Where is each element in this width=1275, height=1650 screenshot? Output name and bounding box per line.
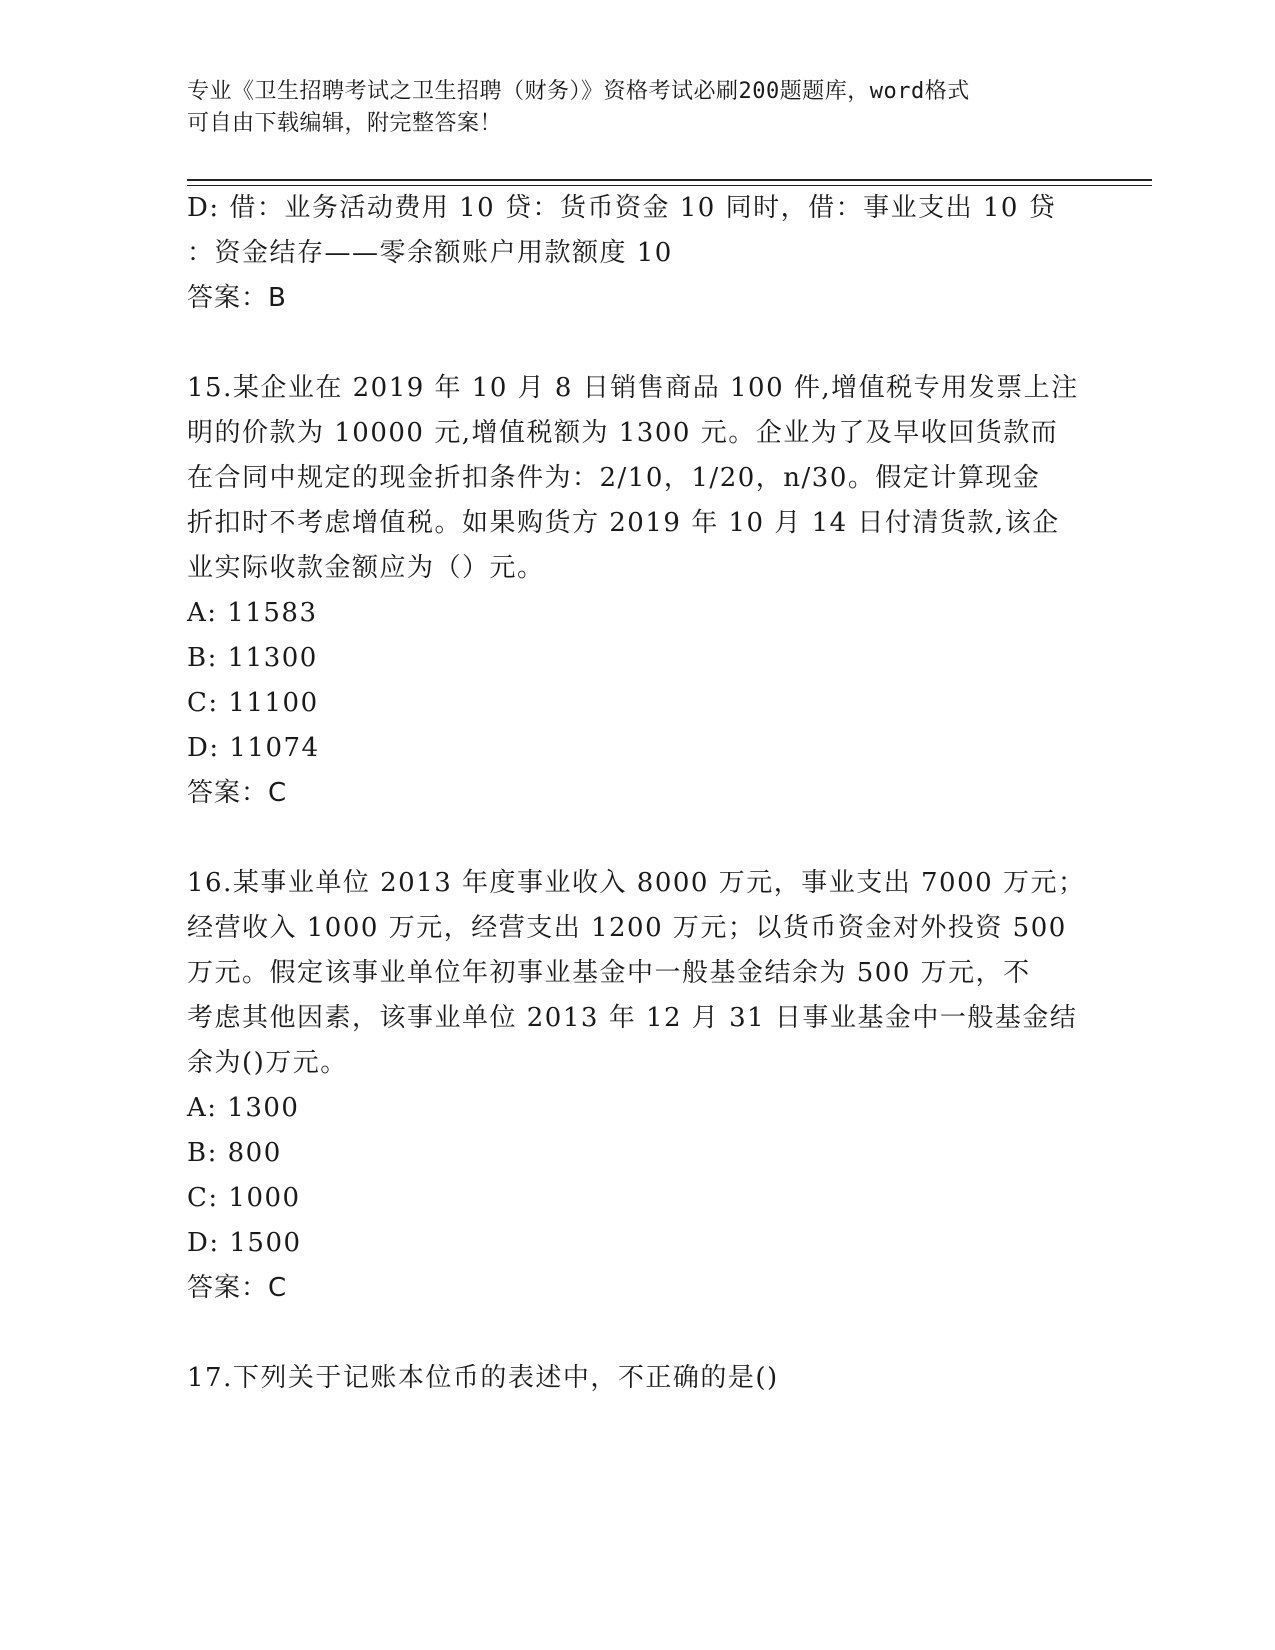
answer-label: 答案：B (187, 283, 287, 313)
option-b: B: 800 (187, 1138, 282, 1168)
prev-question (187, 186, 1067, 321)
answer-label: 答案：C (187, 778, 288, 808)
option-a: A: 11583 (187, 598, 318, 628)
question-stem-line: 17.下列关于记账本位币的表述中，不正确的是() (187, 1363, 779, 1393)
option-d-line-2: ：资金结存——零余额账户用款额度 10 (187, 238, 673, 268)
question-stem-line: 考虑其他因素，该事业单位 2013 年 12 月 31 日事业基金中一般基金结 (187, 1003, 1078, 1033)
header-rule-thick (187, 179, 1152, 181)
option-d: D: 1500 (187, 1228, 302, 1258)
option-a: A: 1300 (187, 1093, 300, 1123)
spacer (187, 1311, 1067, 1356)
question-stem-line: 万元。假定该事业单位年初事业基金中一般基金结余为 500 万元，不 (187, 958, 1031, 988)
question-list (187, 186, 1086, 1401)
spacer (187, 321, 1067, 366)
option-d-line-1: D: 借：业务活动费用 10 贷：货币资金 10 同时，借：事业支出 10 贷 (187, 193, 1057, 223)
header-line-2: 可自由下载编辑，附完整答案！ (187, 111, 503, 136)
question-stem-line: 16.某事业单位 2013 年度事业收入 8000 万元，事业支出 7000 万元； (187, 868, 1086, 898)
question-stem-line: 经营收入 1000 万元，经营支出 1200 万元；以货币资金对外投资 500 (187, 913, 1067, 943)
header-line-1: 专业《卫生招聘考试之卫生招聘（财务）》资格考试必刷200题题库，word格式 (187, 79, 970, 104)
question-stem-line: 在合同中规定的现金折扣条件为：2/10，1/20，n/30。假定计算现金 (187, 463, 1041, 493)
question-stem-line: 明的价款为 10000 元,增值税额为 1300 元。企业为了及早收回货款而 (187, 418, 1059, 448)
question-stem-line: 业实际收款金额应为（）元。 (187, 553, 545, 583)
spacer (187, 816, 1067, 861)
answer-label: 答案：C (187, 1273, 288, 1303)
question-stem-line: 15.某企业在 2019 年 10 月 8 日销售商品 100 件,增值税专用发票上注 (187, 373, 1079, 403)
question-17 (187, 1356, 1067, 1401)
question-15 (187, 366, 1079, 816)
option-d: D: 11074 (187, 733, 320, 763)
question-stem-line: 折扣时不考虑增值税。如果购货方 2019 年 10 月 14 日付清货款,该企 (187, 508, 1060, 538)
option-b: B: 11300 (187, 643, 318, 673)
question-stem-line: 余为()万元。 (187, 1048, 348, 1078)
document-header (187, 76, 1067, 140)
question-16 (187, 861, 1086, 1311)
option-c: C: 1000 (187, 1183, 301, 1213)
option-c: C: 11100 (187, 688, 319, 718)
